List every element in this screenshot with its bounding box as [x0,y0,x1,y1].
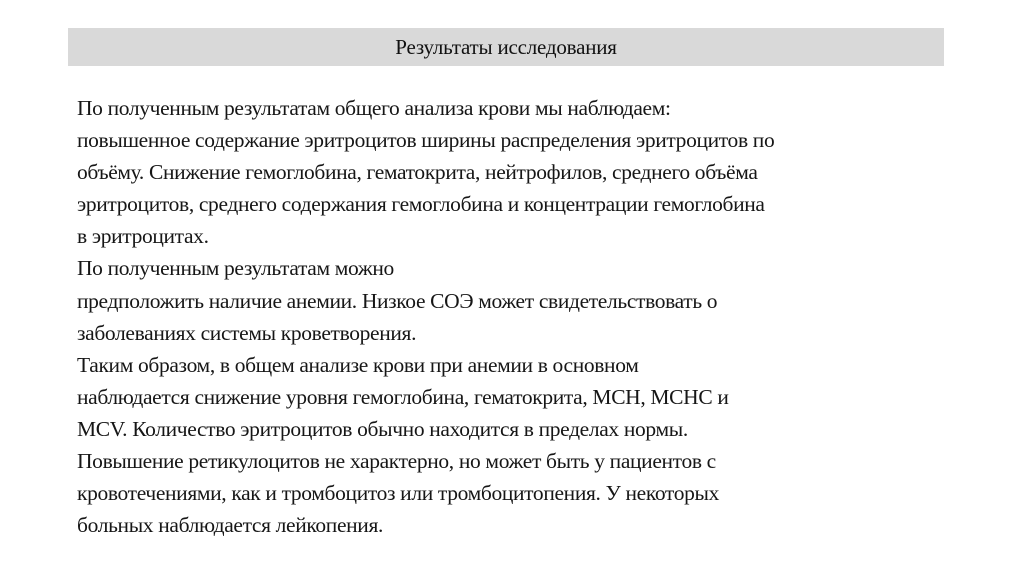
text-line: в эритроцитах. [77,224,209,249]
text-line: Таким образом, в общем анализе крови при анемии в основном [77,352,639,377]
text-line: Повышение ретикулоцитов не характерно, но может быть у пациентов с [77,449,716,474]
text-line: предположить наличие анемии. Низкое СОЭ может свидетельствовать о [77,288,718,313]
title-banner [68,28,944,66]
text-line: По полученным результатам можно [77,256,394,281]
text-line: По полученным результатам общего анализа крови мы наблюдаем: [77,96,671,120]
results-text-block [77,92,957,541]
slide-title: Результаты исследования [395,34,617,59]
text-line: заболеваниях системы кроветворения. [77,320,417,345]
text-line: повышенное содержание эритроцитов ширины распределения эритроцитов по [77,128,775,153]
text-line: наблюдается снижение уровня гемоглобина, гематокрита, МСН, МСНС и [77,384,729,409]
text-line: больных наблюдается лейкопения. [77,513,384,538]
text-line: MCV. Количество эритроцитов обычно находится в пределах нормы. [77,416,688,441]
text-line: кровотечениями, как и тромбоцитоз или тромбоцитопения. У некоторых [77,481,719,506]
text-line: эритроцитов, среднего содержания гемоглобина и концентрации гемоглобина [77,192,765,217]
text-line: объёму. Снижение гемоглобина, гематокрита, нейтрофилов, среднего объёма [77,160,758,185]
